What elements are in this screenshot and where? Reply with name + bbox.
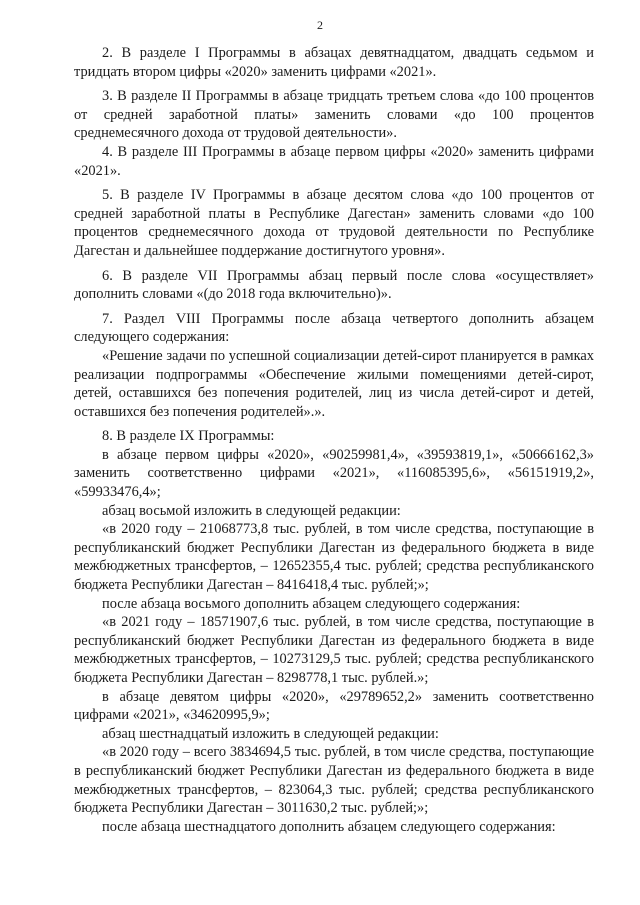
- page-number: 2: [317, 18, 323, 32]
- quoted-paragraph: «Решение задачи по успешной социализации детей-сирот планируется в рамках реализации подпрограммы «Обеспечение жилыми помещениями детей-сирот, детей, оставшихся без попечения родителей, лиц из числа детей-сирот и детей, оставшихся без попечения родителей».».: [74, 347, 594, 420]
- paragraph-abzac-9: в абзаце девятом цифры «2020», «29789652,2» заменить соответственно цифрами «2021», «34620995,9»;: [74, 688, 594, 724]
- paragraph-item-3: 3. В разделе II Программы в абзаце тридцать третьем слова «до 100 процентов от средней заработной платы» заменить словами «до 100 процентов среднемесячного дохода от трудовой деятельности».: [74, 88, 594, 142]
- paragraph-abzac-16-intro: абзац шестнадцатый изложить в следующей редакции:: [102, 725, 439, 742]
- paragraph-abzac-8-intro: абзац восьмой изложить в следующей редакции:: [102, 502, 401, 519]
- paragraph-2020-total: «в 2020 году – всего 3834694,5 тыс. рублей, в том числе средства, поступающие в республиканский бюджет Республики Дагестан из федерального бюджета в виде межбюджетных трансфертов, – 823064,3 тыс. рублей; средства республиканского бюджета Республики Дагестан – 3011630,2 тыс. рублей;»;: [74, 744, 594, 817]
- paragraph-item-4: 4. В разделе III Программы в абзаце первом цифры «2020» заменить цифрами «2021».: [74, 143, 594, 179]
- paragraph-2021-funding: «в 2021 году – 18571907,6 тыс. рублей, в том числе средства, поступающие в республиканский бюджет Республики Дагестан из федерального бюджета в виде межбюджетных трансфертов, – 10273129,5 тыс. рублей; средства республиканского бюджета Республики Дагестан – 8298778,1 тыс. рублей.»;: [74, 614, 594, 686]
- paragraph-abzac-1: в абзаце первом цифры «2020», «90259981,4», «39593819,1», «50666162,3» заменить соответственно цифрами «2021», «116085395,6», «56151919,2», «59933476,4»;: [74, 446, 594, 501]
- document-body: [74, 44, 594, 836]
- paragraph-item-6: 6. В разделе VII Программы абзац первый после слова «осуществляет» дополнить словами «(до 2018 года включительно)».: [74, 267, 594, 303]
- paragraph-2020-funding: «в 2020 году – 21068773,8 тыс. рублей, в том числе средства, поступающие в республиканский бюджет Республики Дагестан из федерального бюджета в виде межбюджетных трансфертов, – 12652355,4 тыс. рублей; средства республиканского бюджета Республики Дагестан – 8416418,4 тыс. рублей;»;: [74, 521, 594, 594]
- paragraph-item-8: 8. В разделе IX Программы:: [102, 428, 275, 445]
- paragraph-after-abzac-16: после абзаца шестнадцатого дополнить абзацем следующего содержания:: [102, 818, 556, 835]
- paragraph-item-2: 2. В разделе I Программы в абзацах девятнадцатом, двадцать седьмом и тридцать втором цифры «2020» заменить цифрами «2021».: [74, 45, 594, 80]
- paragraph-item-5: 5. В разделе IV Программы в абзаце десятом слова «до 100 процентов от средней заработной платы в Республике Дагестан» заменить словами «до 100 процентов среднемесячного дохода от трудовой деятельности по Республике Дагестан и дальнейшее поддержание достигнутого уровня».: [74, 187, 594, 259]
- paragraph-item-7: 7. Раздел VIII Программы после абзаца четвертого дополнить абзацем следующего содержания:: [74, 310, 594, 346]
- paragraph-after-abzac-8: после абзаца восьмого дополнить абзацем следующего содержания:: [102, 595, 521, 612]
